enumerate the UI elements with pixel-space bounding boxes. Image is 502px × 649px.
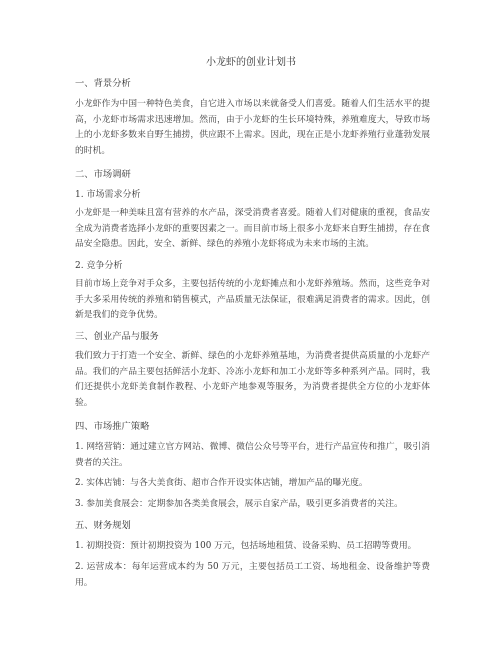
section-heading-background: 一、背景分析 <box>75 78 131 89</box>
list-item-food-exhibitions: 3. 参加美食展会：定期参加各类美食展会，展示自家产品，吸引更多消费者的关注。 <box>75 499 403 509</box>
subheading-demand-analysis: 1. 市场需求分析 <box>75 190 141 200</box>
paragraph-products-services: 我们致力于打造一个安全、新鲜、绿色的小龙虾养殖基地，为消费者提供高质量的小龙虾产品。我们的产品主要包括鲜活小龙虾、冷冻小龙虾和加工小龙虾等多种系列产品。同时，我们还提供小龙虾美食制作教程、小龙虾产地参观等服务，为消费者提供全方位的小龙虾体验。 <box>75 351 430 408</box>
paragraph-competition-analysis: 目前市场上竞争对手众多，主要包括传统的小龙虾摊点和小龙虾养殖场。然而，这些竞争对手大多采用传统的养殖和销售模式，产品质量无法保证，很难满足消费者的需求。因此，创新是我们的竞争优势。 <box>75 279 430 320</box>
paragraph-background: 小龙虾作为中国一种特色美食，自它进入市场以来就备受人们喜爱。随着人们生活水平的提高，小龙虾市场需求迅速增加。然而，由于小龙虾的生长环境特殊，养殖难度大，导致市场上的小龙虾多数来自野生捕捞，供应跟不上需求。因此，现在正是小龙虾养殖行业蓬勃发展的时机。 <box>75 99 430 156</box>
list-item-initial-investment: 1. 初期投资：预计初期投资为 100 万元，包括场地租赁、设备采购、员工招聘等费用。 <box>75 541 417 551</box>
section-heading-marketing-strategy: 四、市场推广策略 <box>75 421 150 432</box>
list-item-physical-stores: 2. 实体店铺：与各大美食街、超市合作开设实体店铺，增加产品的曝光度。 <box>75 478 368 488</box>
section-heading-financial-planning: 五、财务规划 <box>75 520 131 531</box>
section-heading-products-services: 三、创业产品与服务 <box>75 331 159 342</box>
list-item-online-marketing: 1. 网络营销：通过建立官方网站、微博、微信公众号等平台，进行产品宣传和推广，吸引消费者的关注。 <box>75 442 430 468</box>
subheading-competition-analysis: 2. 竞争分析 <box>75 261 123 271</box>
list-item-operating-cost: 2. 运营成本：每年运营成本约为 50 万元，主要包括员工工资、场地租金、设备维护等费用。 <box>75 562 430 588</box>
paragraph-demand-analysis: 小龙虾是一种美味且富有营养的水产品，深受消费者喜爱。随着人们对健康的重视，食品安全成为消费者选择小龙虾的重要因素之一。而目前市场上很多小龙虾来自野生捕捞，存在食品安全隐患。因此，安全、新鲜、绿色的养殖小龙虾将成为未来市场的主流。 <box>75 208 430 249</box>
document-title: 小龙虾的创业计划书 <box>206 57 296 68</box>
section-heading-market-research: 二、市场调研 <box>75 169 131 180</box>
